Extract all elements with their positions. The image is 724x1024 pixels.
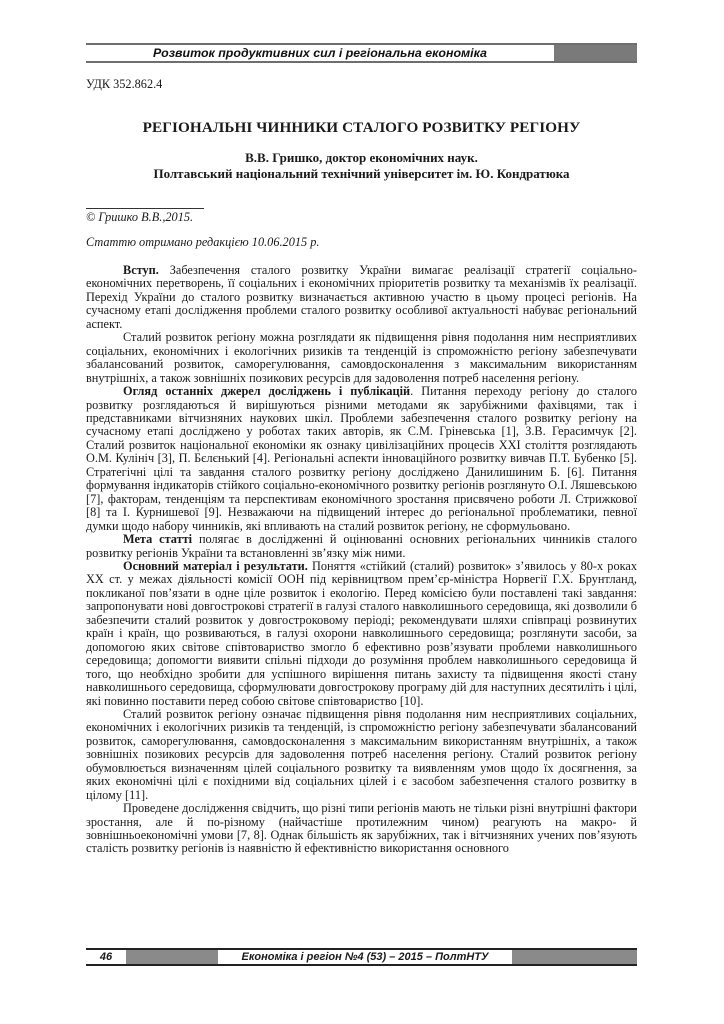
paragraph — [86, 708, 637, 802]
paragraph-text: Поняття «стійкий (сталий) розвиток» з’явилось у 80-х роках XX ст. у межах діяльності комісії ООН під керівництвом прем’єр-міністра Норвегії Г.Х. Брунтланд, покликаної пов’язати в одне ціле розвиток і екологію. Перед комісією були поставлені такі завдання: запропонувати нові довгострокові стратегії в галузі сталого навколишнього середовища, які дозволили б забезпечити сталий розвиток у довгостроковому періоді; рекомендувати шляхи співпраці розвинутих країн і країн, що розвиваються, в галузі охорони навколишнього середовища; розглянути засоби, за допомогою яких світове співтовариство змогло б ефективно розв’язувати проблеми навколишнього середовища; допомогти виявити спільні підходи до розуміння проблем навколишнього середовища й того, що необхідно зробити для успішного вирішення питань захисту та підвищення якості стану навколишнього середовища, сформулювати довгострокову програму дій для наступних десятиліть і цілі, які повинно поставити перед собою світове співтовариство [10]. — [86, 558, 637, 708]
paragraph-text: Сталий розвиток регіону означає підвищення рівня подолання ним несприятливих соціальних, економічних і екологічних ризиків та тенденцій, із спроможністю регіону забезпечувати збалансований розвиток, саморегулювання, самовдосконалення з максимальним використанням внутрішніх, а також зовнішніх позикових ресурсів для задоволення потреб населення регіону. Сталий розвиток регіону обумовлюється визначенням цілей соціального розвитку та виявленням умов щодо їх досягнення, за яких економічні цілі є похідними від соціальних цілей і є засобом забезпечення сталого розвитку в цілому [11]. — [86, 706, 637, 802]
article-title: РЕГІОНАЛЬНІ ЧИННИКИ СТАЛОГО РОЗВИТКУ РЕГІОНУ — [142, 119, 581, 136]
paragraph-aim — [86, 533, 637, 560]
page-number: 46 — [99, 951, 113, 963]
paragraph — [86, 331, 637, 385]
paragraph — [86, 802, 637, 856]
udc-code: УДК 352.862.4 — [86, 77, 163, 91]
author-line: В.В. Гришко, доктор економічних наук. — [245, 150, 478, 165]
paragraph-text: Забезпечення сталого розвитку України вимагає реалізації стратегії соціально-економічних перетворень, її соціальних і економічних пріоритетів розвитку та механізмів їх реалізації. Перехід України до сталого розвитку визначається активною участю в цьому процесі регіонів. На сучасному етапі дослідження проблеми сталого розвитку особливої актуальності набуває регіональний аспект. — [86, 263, 637, 331]
header-gray-block — [554, 45, 637, 61]
paragraph-lead: Вступ. — [123, 263, 159, 277]
footer-gray-block-right — [512, 950, 637, 964]
paragraph-text: Проведене дослідження свідчить, що різні типи регіонів мають не тільки різні внутрішні фактори зростання, але й по-різному (найчастіше протилежним чином) реагують на макро- й зовнішньоекономічні умови [7, 8]. Однак більшість як зарубіжних, так і вітчизняних учених пов’язують сталість розвитку регіонів із наявністю й ефективністю використання основного — [86, 801, 637, 856]
paragraph-lead: Огляд останніх джерел досліджень і публікацій — [123, 384, 411, 399]
paragraph-text: . Питання переходу регіону до сталого розвитку розглядаються й вирішуються різними методами як зарубіжними фахівцями, так і представниками вітчизняних наукових шкіл. Проблеми забезпечення сталого розвитку регіону на сучасному етапі досліджено у роботах таких авторів, як С.М. Гріневська [1], З.В. Герасимчук [2]. Сталий розвиток національної економіки як ознаку цивілізаційних процесів XXI століття розглядають О.М. Кулініч [3], П. Бєлєнький [4]. Регіональні аспекти інноваційного розвитку вивчав П.Т. Бубенко [5]. Стратегічні цілі та завдання сталого розвитку регіону досліджено Данилишиним Б. [6]. Питання формування індикаторів стійкого соціально-економічного розвитку регіонів розглянуто О.І. Ляшевською [7], факторам, тенденціям та перспективам економічного зростання присвячено роботи Л. Стрижкової [8] та І. Курнишевої [9]. Незважаючи на підвищений інтерес до регіональної проблематики, певної думки щодо набору чинників, які впливають на сталий розвиток регіону, не сформульовано. — [86, 384, 637, 533]
paragraph-lead: Основний матеріал і результати. — [123, 558, 308, 573]
footer-gray-block-left — [126, 950, 218, 964]
article-body — [86, 264, 637, 856]
paragraph-lead: Мета статті — [123, 532, 193, 547]
copyright-note: © Гришко В.В.,2015. — [86, 208, 204, 225]
paragraph-text: Сталий розвиток регіону можна розглядати як підвищення рівня подолання ним несприятливих соціальних, економічних і екологічних ризиків та тенденцій із спроможністю регіону забезпечувати збалансований розвиток, саморегулювання, самовдосконалення з максимальним використанням внутрішніх, а також зовнішніх позикових ресурсів для задоволення потреб населення регіону. — [86, 330, 637, 385]
running-header-title: Розвиток продуктивних сил і регіональна економіка — [153, 46, 487, 60]
running-header — [86, 43, 637, 63]
received-date-note: Статтю отримано редакцією 10.06.2015 р. — [86, 235, 320, 249]
paragraph-text: полягає в дослідженні й оцінюванні основних регіональних чинників сталого розвитку регіонів України та встановленні зв’язку між ними. — [86, 532, 637, 560]
paragraph-introduction — [86, 264, 637, 331]
affiliation-line: Полтавський національний технічний університет ім. Ю. Кондратюка — [153, 166, 570, 181]
journal-name: Економіка і регіон №4 (53) – 2015 – ПолтНТУ — [241, 951, 489, 963]
paragraph-main-material — [86, 560, 637, 708]
paragraph-literature-review — [86, 385, 637, 533]
running-footer — [86, 948, 637, 966]
